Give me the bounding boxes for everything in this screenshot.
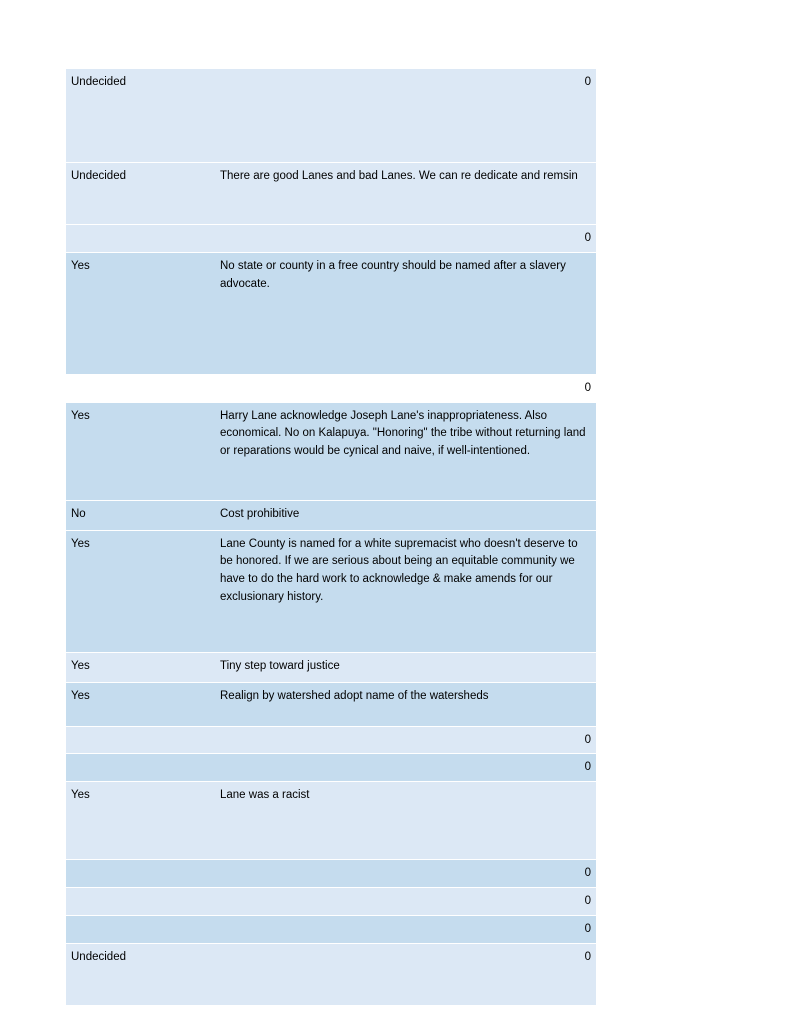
comment-cell [215, 252, 596, 374]
answer-cell [66, 888, 215, 916]
answer-cell: Undecided [66, 163, 215, 225]
answer-cell: No [66, 500, 215, 530]
answer-cell [66, 915, 215, 943]
comment-cell [215, 530, 596, 652]
table-row [66, 252, 596, 374]
table-row [66, 530, 596, 652]
answer-cell: Yes [66, 782, 215, 860]
comment-cell [215, 726, 596, 754]
answer-cell: Yes [66, 652, 215, 682]
comment-count-value: 0 [584, 867, 591, 880]
comment-text: Lane County is named for a white supremacist who doesn't deserve to be honored. If we are serious about being an equitable community we have to do the hard work to acknowledge & make amends for our exclusionary history. [220, 537, 578, 604]
survey-table [66, 68, 596, 1006]
comment-cell [215, 402, 596, 500]
comment-cell [215, 374, 596, 402]
comment-count-value: 0 [584, 922, 591, 935]
answer-cell [66, 726, 215, 754]
table-row [66, 782, 596, 860]
table-row [66, 726, 596, 754]
comment-count-value: 0 [584, 381, 591, 394]
comment-cell [215, 888, 596, 916]
table-row [66, 374, 596, 402]
answer-cell [66, 754, 215, 782]
answer-cell [66, 860, 215, 888]
comment-cell [215, 682, 596, 726]
table-row [66, 163, 596, 225]
answer-cell: Yes [66, 252, 215, 374]
comment-cell [215, 943, 596, 1005]
table-row [66, 888, 596, 916]
answer-cell: Yes [66, 530, 215, 652]
comment-text: Realign by watershed adopt name of the watersheds [220, 689, 489, 702]
comment-cell [215, 163, 596, 225]
comment-cell [215, 500, 596, 530]
table-row [66, 754, 596, 782]
comment-cell [215, 652, 596, 682]
comment-text: Cost prohibitive [220, 507, 300, 520]
comment-text: Harry Lane acknowledge Joseph Lane's inappropriateness. Also economical. No on Kalapuya. "Honoring" the tribe without returning land or reparations would be cynical and naive, if well-intentioned. [220, 409, 586, 458]
table-row [66, 69, 596, 163]
table-row [66, 860, 596, 888]
answer-cell: Undecided [66, 69, 215, 163]
table-row [66, 225, 596, 253]
answer-cell: Yes [66, 402, 215, 500]
comment-cell [215, 782, 596, 860]
answer-cell: Undecided [66, 943, 215, 1005]
answer-cell [66, 225, 215, 253]
comment-count-value: 0 [584, 950, 591, 963]
answer-cell [66, 374, 215, 402]
comment-text: Tiny step toward justice [220, 659, 340, 672]
comment-text: Lane was a racist [220, 789, 310, 802]
survey-table-body [66, 69, 596, 1006]
answer-cell: Yes [66, 682, 215, 726]
comment-cell [215, 69, 596, 163]
comment-count-value: 0 [584, 232, 591, 244]
comment-count-value: 0 [584, 76, 591, 88]
comment-text: No state or county in a free country should be named after a slavery advocate. [220, 259, 566, 290]
survey-table-wrapper [66, 68, 596, 1006]
comment-text: There are good Lanes and bad Lanes. We can re dedicate and remsin [220, 170, 578, 182]
comment-cell [215, 860, 596, 888]
table-row [66, 500, 596, 530]
comment-cell [215, 915, 596, 943]
table-row [66, 652, 596, 682]
comment-count-value: 0 [584, 761, 591, 774]
table-row [66, 682, 596, 726]
table-row [66, 402, 596, 500]
comment-count-value: 0 [584, 895, 591, 908]
table-row [66, 915, 596, 943]
comment-count-value: 0 [584, 733, 591, 746]
comment-cell [215, 225, 596, 253]
comment-cell [215, 754, 596, 782]
table-row [66, 943, 596, 1005]
